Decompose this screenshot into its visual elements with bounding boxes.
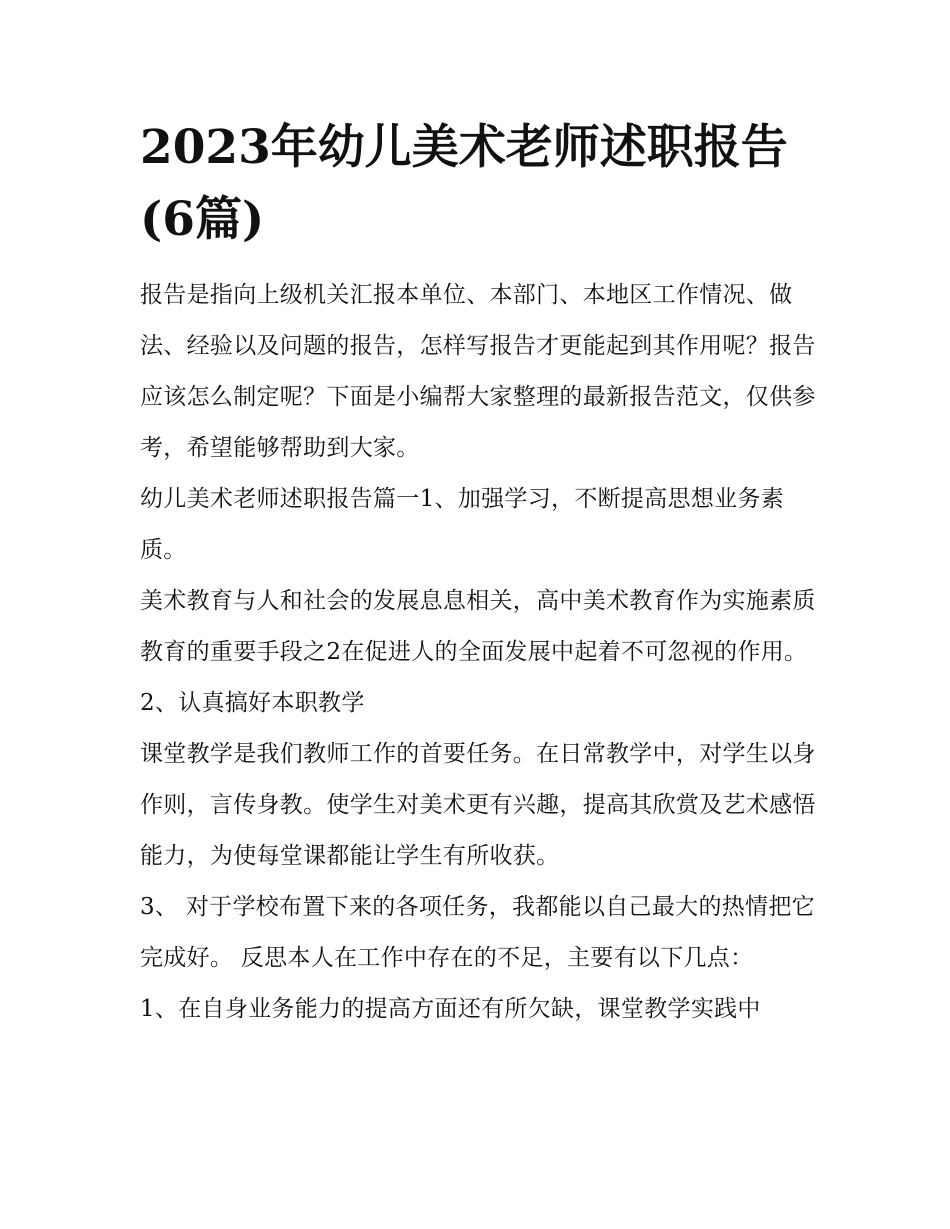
paragraph-shortcomings: 1、在自身业务能力的提高方面还有所欠缺，课堂教学实践中 (140, 996, 761, 1022)
paragraph-classroom-teaching: 课堂教学是我们教师工作的首要任务。在日常教学中，对学生以身作则，言传身教。使学生对美术更有兴趣，提高其欣赏及艺术感悟能力，为使每堂课都能让学生有所收获。 (140, 741, 816, 869)
paragraph-intro: 报告是指向上级机关汇报本单位、本部门、本地区工作情况、做法、经验以及问题的报告，怎样写报告才更能起到其作用呢？报告应该怎么制定呢？下面是小编帮大家整理的最新报告范文，仅供参考，希望能够帮助到大家。 (140, 282, 816, 461)
paragraph-section-one: 幼儿美术老师述职报告篇一1、加强学习，不断提高思想业务素质。 (140, 486, 785, 563)
document-page (140, 112, 820, 1035)
document-title: 2023年幼儿美术老师述职报告(6篇) (140, 120, 788, 247)
paragraph-art-education: 美术教育与人和社会的发展息息相关，高中美术教育作为实施素质教育的重要手段之2在促进人的全面发展中起着不可忽视的作用。 2、认真搞好本职教学 (140, 588, 816, 716)
paragraph-school-tasks: 3、 对于学校布置下来的各项任务，我都能以自己最大的热情把它完成好。 反思本人在工作中存在的不足，主要有以下几点： (140, 894, 815, 971)
